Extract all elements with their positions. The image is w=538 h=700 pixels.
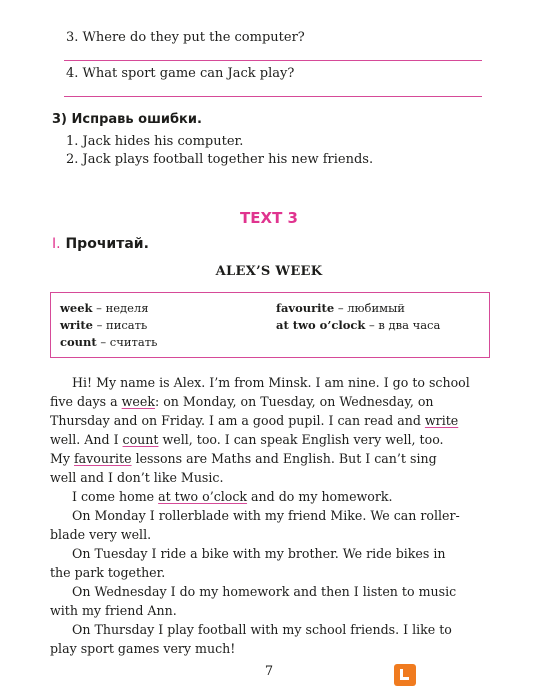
text-line: blade very well. [50,527,152,542]
text-line: well. And I count well, too. I can speak English very well, too. [50,432,444,447]
list-item: 1. Jack hides his computer. [66,134,244,149]
text-line: On Tuesday I ride a bike with my brother. We ride bikes in [72,546,446,561]
vocab-item: favourite – любимый [276,301,405,315]
vocab-item: at two o’clock – в два часа [276,318,441,332]
page-number: 7 [264,664,274,679]
list-item: 2. Jack plays football together his new friends. [66,152,374,167]
text-line: with my friend Ann. [50,603,177,618]
vocab-item: write – писать [60,318,148,332]
task-heading [52,236,149,252]
publisher-logo-icon [394,664,416,686]
text-line: On Monday I rollerblade with my friend Mike. We can roller- [72,508,460,523]
text-line: I come home at two o’clock and do my homework. [72,489,393,504]
text-line: My favourite lessons are Maths and English. But I can’t sing [50,451,437,466]
text-line: well and I don’t like Music. [50,470,224,485]
text-line: On Thursday I play football with my school friends. I like to [72,622,452,637]
task-number: I. [52,236,61,252]
text-line: five days a week: on Monday, on Tuesday, on Wednesday, on [50,394,434,409]
text-line: the park together. [50,565,166,580]
vocabulary-box [50,292,490,358]
text-line: On Wednesday I do my homework and then I listen to music [72,584,457,599]
vocab-item: count – считать [60,335,158,349]
text-line: Thursday and on Friday. I am a good pupil. I can read and write [50,413,459,428]
text-line: play sport games very much! [50,641,236,656]
task-label: Прочитай. [65,236,149,252]
section-title: 3) Исправь ошибки. [52,112,202,127]
story-title: ALEX’S WEEK [215,264,323,279]
text-title: TEXT 3 [240,209,298,227]
question-4: 4. What sport game can Jack play? [66,66,295,81]
text-line: Hi! My name is Alex. I’m from Minsk. I am nine. I go to school [72,375,470,390]
question-3: 3. Where do they put the computer? [66,30,305,45]
answer-line [64,96,482,97]
answer-line [64,60,482,61]
vocab-item: week – неделя [60,301,149,315]
